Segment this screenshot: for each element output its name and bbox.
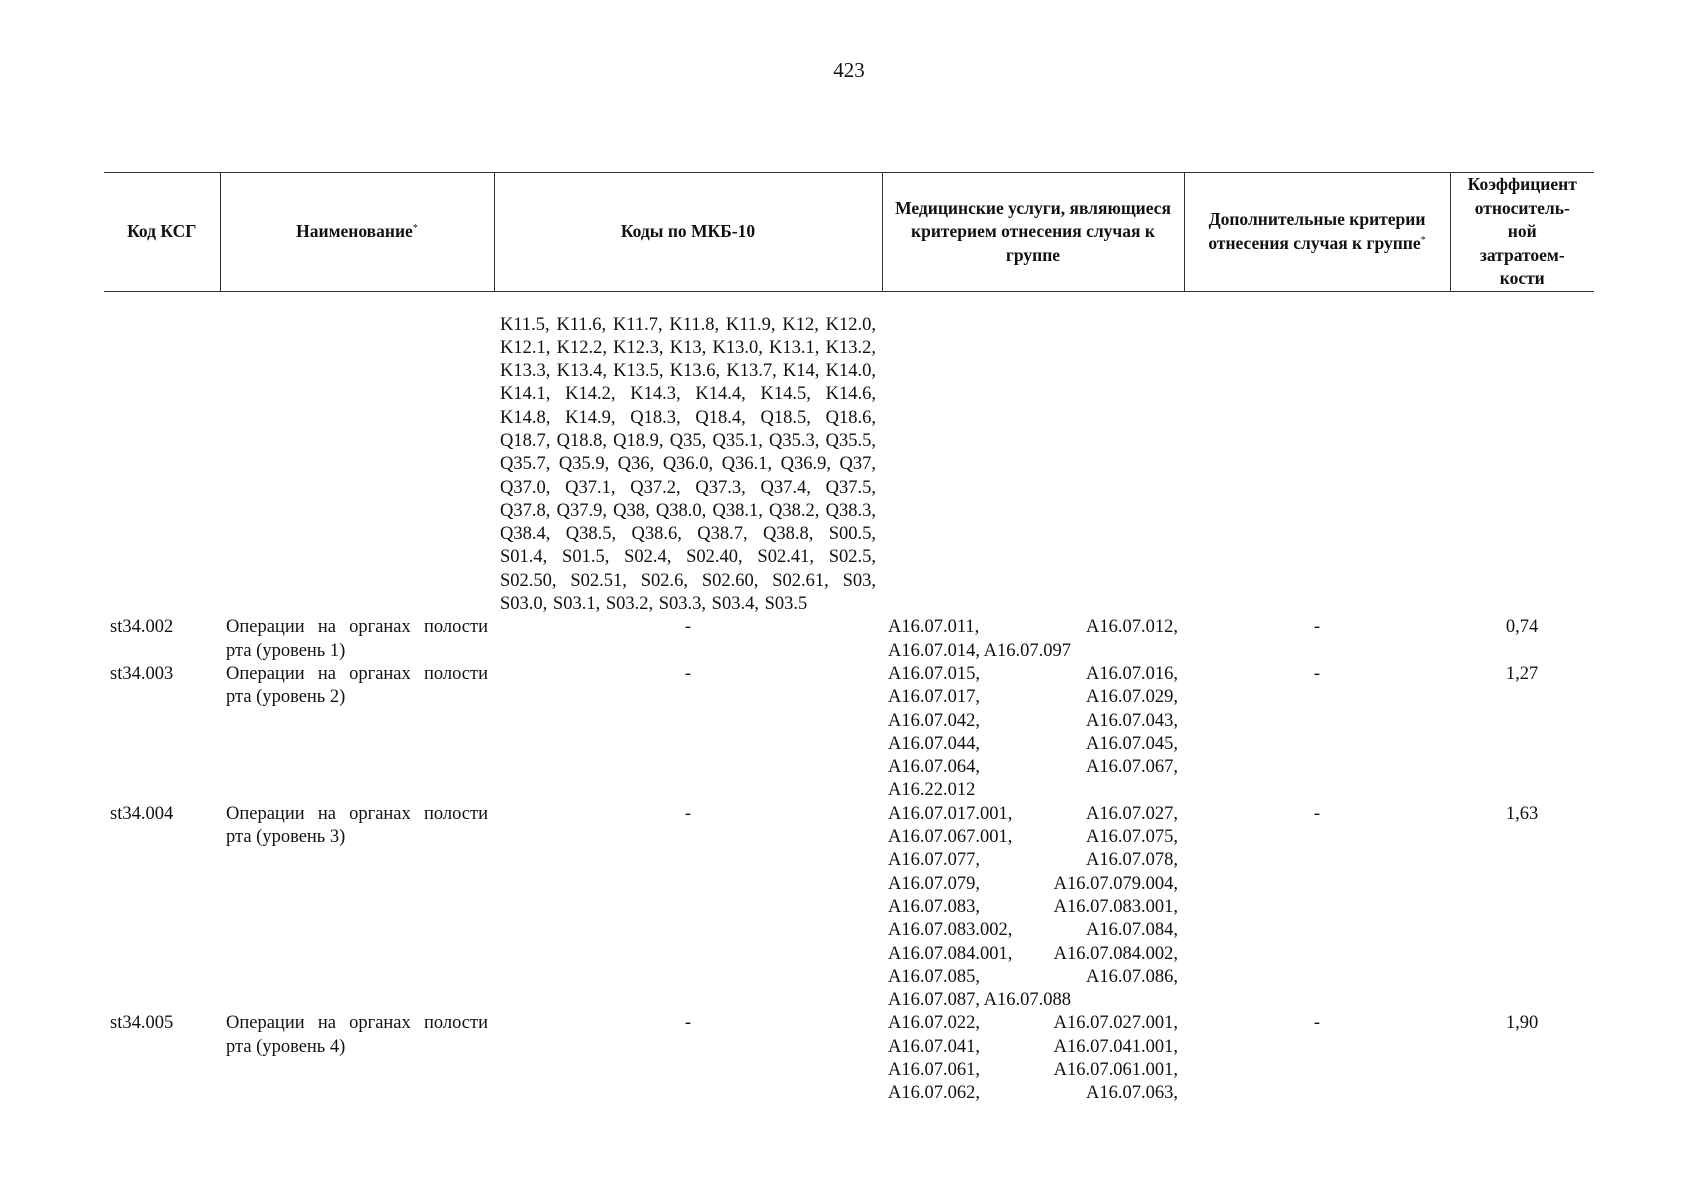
additional-criteria: - — [1313, 1013, 1321, 1034]
service-code: A16.07.077, — [888, 850, 980, 871]
service-line — [888, 1059, 1178, 1082]
service-code: A16.07.061.001, — [1053, 1060, 1178, 1080]
service-code: A16.07.041, — [888, 1036, 980, 1057]
medical-services — [882, 803, 1184, 1013]
service-code: A16.07.012, — [1086, 617, 1178, 638]
service-code: A16.07.062, — [888, 1083, 980, 1104]
service-line — [888, 943, 1178, 966]
table-body — [104, 291, 1594, 1106]
service-code: A16.07.027.001, — [1053, 1013, 1178, 1034]
service-line — [888, 733, 1178, 756]
service-line — [888, 616, 1178, 639]
service-code: A16.07.061, — [888, 1060, 980, 1080]
service-line — [888, 1082, 1178, 1105]
ksg-code: st34.003 — [110, 663, 174, 684]
service-code: A16.07.083.002, — [888, 920, 1013, 941]
ksg-name: Операции на органах полости рта (уровень 1) — [226, 617, 488, 661]
service-code: A16.07.022, — [888, 1013, 980, 1034]
continuation-criteria-cell — [1184, 291, 1450, 616]
service-code: A16.07.085, — [888, 966, 980, 987]
service-code: A16.07.084, — [1086, 920, 1178, 941]
ksg-code: st34.002 — [110, 617, 174, 638]
service-code: A16.07.011, — [888, 617, 980, 638]
service-line — [888, 756, 1178, 779]
icd-codes: - — [684, 803, 692, 824]
cost-coefficient: 0,74 — [1505, 617, 1539, 638]
cost-coefficient: 1,90 — [1505, 1013, 1539, 1034]
ksg-name: Операции на органах полости рта (уровень 4) — [226, 1013, 488, 1057]
service-code: A16.07.042, — [888, 710, 980, 731]
service-code: A16.07.067.001, — [888, 827, 1013, 848]
service-code: A16.07.083.001, — [1053, 896, 1178, 917]
header-name-footnote-mark: * — [412, 223, 418, 234]
header-code: Код КСГ — [104, 173, 220, 292]
header-icd-codes: Коды по МКБ-10 — [494, 173, 882, 292]
medical-services — [882, 616, 1184, 663]
service-code: A16.22.012 — [888, 780, 976, 801]
service-code: A16.07.078, — [1086, 850, 1178, 871]
service-line — [888, 989, 1178, 1012]
service-line — [888, 803, 1178, 826]
service-code: A16.07.084.002, — [1053, 943, 1178, 964]
service-code: A16.07.016, — [1086, 663, 1178, 684]
service-code: A16.07.045, — [1086, 733, 1178, 754]
medical-services — [882, 663, 1184, 803]
service-line — [888, 1012, 1178, 1035]
header-services: Медицинские услуги, являющиеся критерием отнесения случая к группе — [882, 173, 1184, 292]
continuation-coef-cell — [1450, 291, 1594, 616]
table-row-continuation — [104, 291, 1594, 616]
service-code: A16.07.064, — [888, 757, 980, 778]
icd-codes: - — [684, 1013, 692, 1034]
service-code: A16.07.067, — [1086, 757, 1178, 778]
service-line — [888, 966, 1178, 989]
page-number: 423 — [833, 58, 865, 82]
service-code: A16.07.079, — [888, 873, 980, 894]
service-line — [888, 849, 1178, 872]
medical-services — [882, 1012, 1184, 1105]
header-criteria: Дополнительные критерии отнесения случая к группе* — [1184, 173, 1450, 292]
service-line — [888, 919, 1178, 942]
table-row — [104, 616, 1594, 663]
service-line — [888, 1036, 1178, 1059]
continuation-code-cell — [104, 291, 220, 616]
service-line — [888, 686, 1178, 709]
icd-codes: - — [684, 617, 692, 638]
table-header — [104, 173, 1594, 292]
service-code: A16.07.086, — [1086, 966, 1178, 987]
ksg-name: Операции на органах полости рта (уровень 2) — [226, 663, 488, 708]
service-code: A16.07.075, — [1086, 827, 1178, 848]
ksg-table — [104, 172, 1594, 1106]
header-criteria-footnote-mark: * — [1420, 234, 1426, 246]
header-coefficient: Коэффициент относитель- ной затратоем- кости — [1450, 173, 1594, 292]
cost-coefficient: 1,27 — [1505, 663, 1539, 684]
service-line — [888, 826, 1178, 849]
ksg-code: st34.004 — [110, 803, 174, 824]
additional-criteria: - — [1313, 663, 1321, 684]
additional-criteria: - — [1313, 803, 1321, 824]
table-row — [104, 1012, 1594, 1105]
icd-codes: - — [684, 663, 692, 684]
service-code: A16.07.083, — [888, 896, 980, 917]
table-row — [104, 803, 1594, 1013]
service-code: A16.07.063, — [1086, 1083, 1178, 1104]
header-name: Наименование* — [220, 173, 494, 292]
ksg-code: st34.005 — [110, 1013, 174, 1034]
service-code: A16.07.084.001, — [888, 943, 1013, 964]
continuation-services-cell — [882, 291, 1184, 616]
service-code: A16.07.014, A16.07.097 — [888, 640, 1071, 661]
service-code: A16.07.015, — [888, 663, 980, 684]
service-line — [888, 663, 1178, 686]
service-code: A16.07.087, A16.07.088 — [888, 990, 1071, 1011]
service-line — [888, 710, 1178, 733]
additional-criteria: - — [1313, 617, 1321, 638]
service-code: A16.07.043, — [1086, 710, 1178, 731]
service-code: A16.07.027, — [1086, 803, 1178, 824]
service-code: A16.07.079.004, — [1053, 873, 1178, 894]
service-code: A16.07.017, — [888, 687, 980, 708]
service-line — [888, 779, 1178, 802]
table-row — [104, 663, 1594, 803]
service-code: A16.07.044, — [888, 733, 980, 754]
service-line — [888, 873, 1178, 896]
service-line — [888, 896, 1178, 919]
cost-coefficient: 1,63 — [1505, 803, 1539, 824]
ksg-name: Операции на органах полости рта (уровень 3) — [226, 803, 488, 848]
continuation-name-cell — [220, 291, 494, 616]
service-line — [888, 640, 1178, 663]
service-code: A16.07.029, — [1086, 687, 1178, 708]
service-code: A16.07.017.001, — [888, 803, 1013, 824]
continuation-icd-codes: K11.5, K11.6, K11.7, K11.8, K11.9, K12, K12.0, K12.1, K12.2, K12.3, K13, K13.0, K13.1, K13.2, K13.3, K13.4, K13.5, K13.6, K13.7, K14, K14.0, K14.1, K14.2, K14.3, K14.4, K14.5, K14.6, K14.8, K14.9, Q18.3, Q18.4, Q18.5, Q18.6, Q18.7, Q18.8, Q18.9, Q35, Q35.1, Q35.3, Q35.5, Q35.7, Q35.9, Q36, Q36.0, Q36.1, Q36.9, Q37, Q37.0, Q37.1, Q37.2, Q37.3, Q37.4, Q37.5, Q37.8, Q37.9, Q38, Q38.0, Q38.1, Q38.2, Q38.3, Q38.4, Q38.5, Q38.6, Q38.7, Q38.8, S00.5, S01.4, S01.5, S02.4, S02.40, S02.41, S02.5, S02.50, S02.51, S02.6, S02.60, S02.61, S03, S03.0, S03.1, S03.2, S03.3, S03.4, S03.5 — [500, 314, 876, 615]
service-code: A16.07.041.001, — [1053, 1036, 1178, 1057]
